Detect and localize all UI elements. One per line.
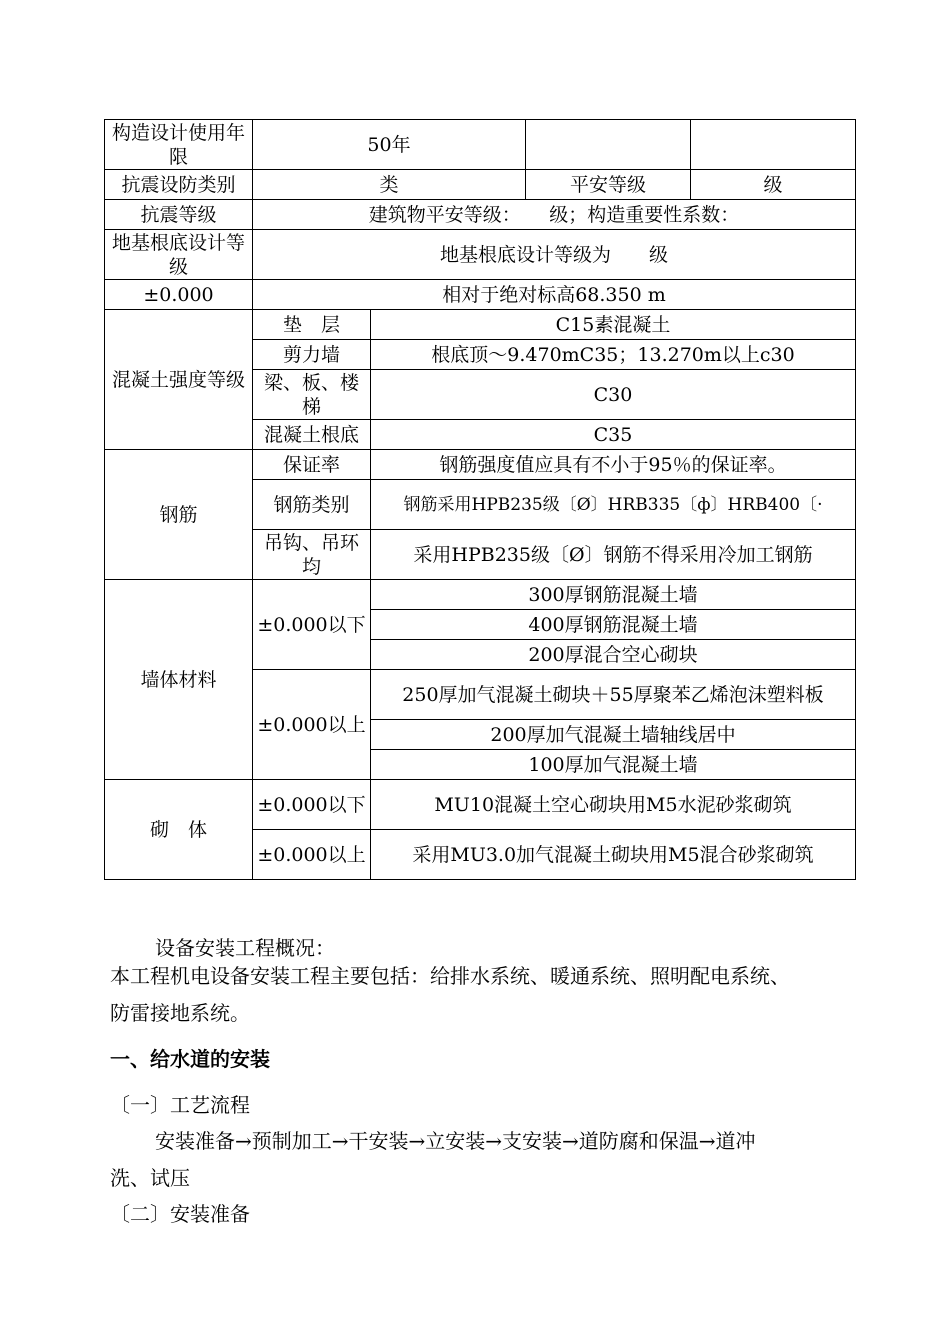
rebar-label: 钢筋: [105, 450, 253, 580]
elevation-label: ±0.000: [105, 280, 253, 310]
table-row: [105, 450, 856, 480]
process-flow-line-1: 安装准备→预制加工→干安装→立安装→支安装→道防腐和保温→道冲: [155, 1129, 756, 1153]
concrete-value: C30: [371, 370, 856, 420]
concrete-sub: 梁、板、楼梯: [253, 370, 371, 420]
wall-material-value: 200厚加气混凝土墙轴线居中: [371, 720, 856, 750]
masonry-value: 采用MU3.0加气混凝土砌块用M5混合砂浆砌筑: [371, 830, 856, 880]
equipment-overview-line-1: 本工程机电设备安装工程主要包括：给排水系统、暖通系统、照明配电系统、: [110, 964, 790, 988]
masonry-value: MU10混凝土空心砌块用M5水泥砂浆砌筑: [371, 780, 856, 830]
rebar-value: 钢筋强度值应具有不小于95％的保证率。: [371, 450, 856, 480]
concrete-sub: 剪力墙: [253, 340, 371, 370]
table-row: [105, 280, 856, 310]
concrete-value: 根底顶～9.470mC35；13.270m以上c30: [371, 340, 856, 370]
table-row: [105, 120, 856, 170]
table-row: [105, 230, 856, 280]
equipment-overview-title: 设备安装工程概况：: [155, 936, 335, 960]
equipment-overview-line-2: 防雷接地系统。: [110, 1001, 250, 1025]
foundation-grade-label: 地基根底设计等级: [105, 230, 253, 280]
concrete-sub: 混凝土根底: [253, 420, 371, 450]
seismic-category-label: 抗震设防类别: [105, 170, 253, 200]
rebar-sub: 钢筋类别: [253, 480, 371, 530]
wall-material-label: 墙体材料: [105, 580, 253, 780]
seismic-category-value: 类: [253, 170, 526, 200]
wall-above-label: ±0.000以上: [253, 670, 371, 780]
empty-cell: [526, 120, 691, 170]
wall-material-value: 300厚钢筋混凝土墙: [371, 580, 856, 610]
wall-material-value: 100厚加气混凝土墙: [371, 750, 856, 780]
seismic-grade-value: 建筑物平安等级： 级；构造重要性系数：: [253, 200, 856, 230]
section-heading: 一、给水道的安装: [110, 1047, 270, 1071]
subsection-heading: 〔二〕安装准备: [110, 1202, 250, 1226]
concrete-value: C15素混凝土: [371, 310, 856, 340]
subsection-heading: 〔一〕工艺流程: [110, 1093, 250, 1117]
process-flow-line-2: 洗、试压: [110, 1166, 190, 1190]
foundation-grade-value: 地基根底设计等级为 级: [253, 230, 856, 280]
masonry-label: 砌 体: [105, 780, 253, 880]
design-life-label: 构造设计使用年限: [105, 120, 253, 170]
wall-material-value: 250厚加气混凝土砌块＋55厚聚苯乙烯泡沫塑料板: [371, 670, 856, 720]
concrete-value: C35: [371, 420, 856, 450]
wall-material-value: 200厚混合空心砌块: [371, 640, 856, 670]
masonry-sub: ±0.000以下: [253, 780, 371, 830]
concrete-label: 混凝土强度等级: [105, 310, 253, 450]
rebar-sub: 保证率: [253, 450, 371, 480]
rebar-sub: 吊钩、吊环均: [253, 530, 371, 580]
table-row: [105, 780, 856, 830]
wall-below-label: ±0.000以下: [253, 580, 371, 670]
table-row: [105, 310, 856, 340]
rebar-value: 采用HPB235级〔Ø〕钢筋不得采用冷加工钢筋: [371, 530, 856, 580]
elevation-value: 相对于绝对标高68.350 m: [253, 280, 856, 310]
masonry-sub: ±0.000以上: [253, 830, 371, 880]
table-row: [105, 200, 856, 230]
safety-grade-value: 级: [691, 170, 856, 200]
table-row: [105, 580, 856, 610]
safety-grade-label: 平安等级: [526, 170, 691, 200]
rebar-value: 钢筋采用HPB235级〔Ø〕HRB335〔ф〕HRB400〔·: [371, 480, 856, 530]
design-life-value: 50年: [253, 120, 526, 170]
wall-material-value: 400厚钢筋混凝土墙: [371, 610, 856, 640]
table-row: [105, 170, 856, 200]
design-parameter-table: [104, 119, 856, 880]
empty-cell: [691, 120, 856, 170]
seismic-grade-label: 抗震等级: [105, 200, 253, 230]
concrete-sub: 垫 层: [253, 310, 371, 340]
